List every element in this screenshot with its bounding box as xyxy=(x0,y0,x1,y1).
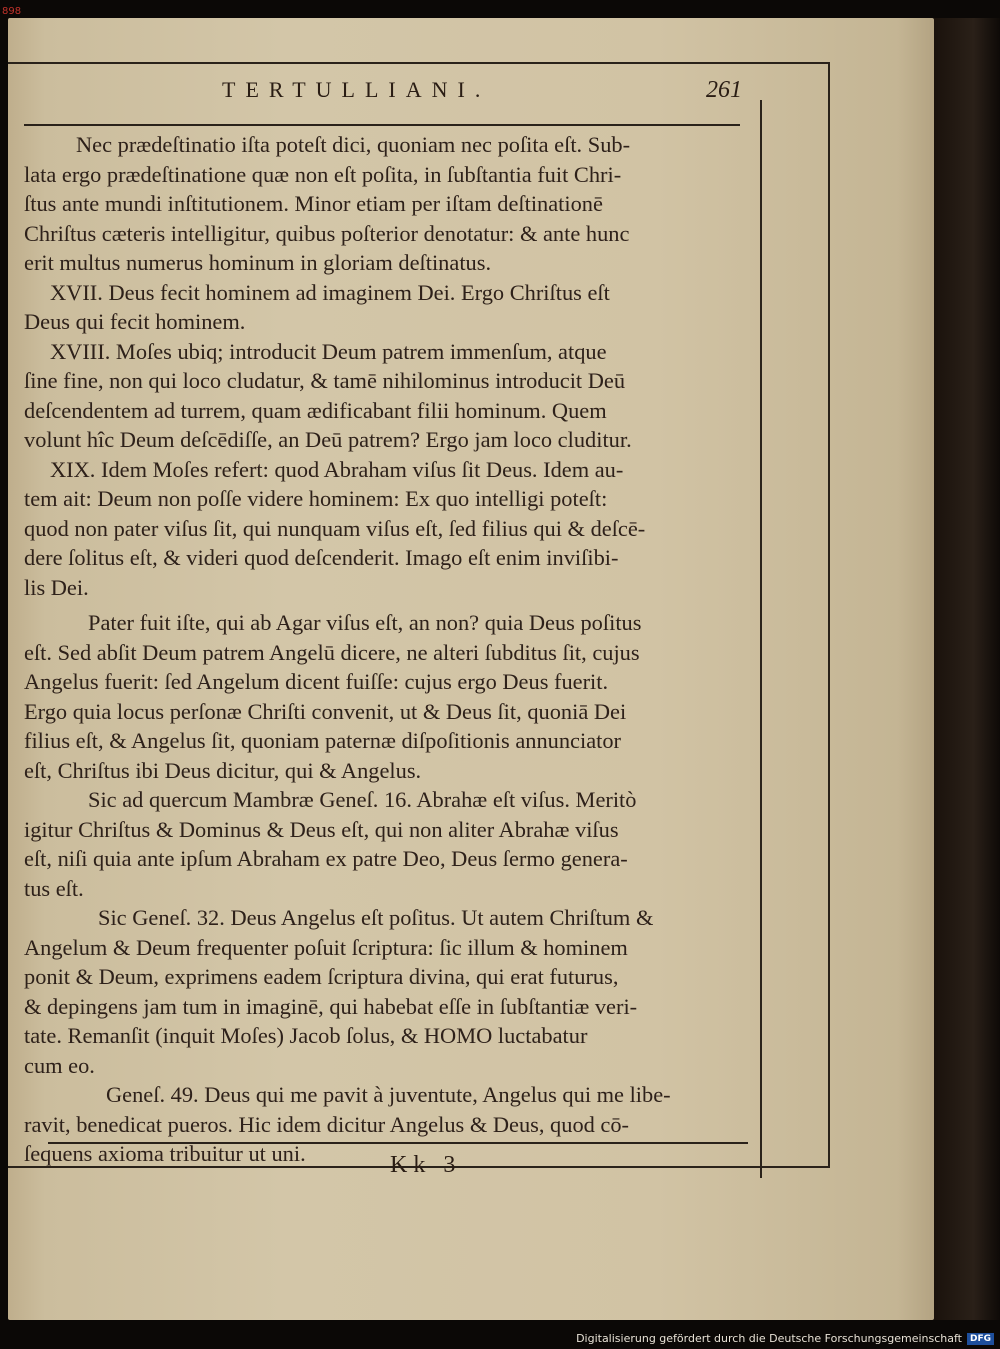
running-head: TERTULLIANI. xyxy=(222,77,491,102)
text-line: Pater fuit iſte, qui ab Agar viſus eſt, an non? quia Deus poſitus xyxy=(88,610,642,635)
text-line: Sic Geneſ. 32. Deus Angelus eſt poſitus. Ut autem Chriſtum & xyxy=(98,905,654,930)
text-line: tus eſt. xyxy=(24,875,84,901)
text-line: XVIII. Moſes ubiq; introducit Deum patrem immenſum, atque xyxy=(50,338,607,364)
text-line: ravit, benedicat pueros. Hic idem dicitur Angelus & Deus, quod cō- xyxy=(24,1111,630,1137)
text-line: Nec prædeſtinatio iſta poteſt dici, quoniam nec poſita eſt. Sub- xyxy=(76,132,631,157)
digitization-credit: Digitalisierung gefördert durch die Deutsche Forschungsgemeinschaft xyxy=(576,1332,962,1345)
dfg-logo: DFG xyxy=(967,1333,994,1345)
text-line: XVII. Deus fecit hominem ad imaginem Dei. Ergo Chriſtus eſt xyxy=(50,279,610,305)
text-line: ſtus ante mundi inſtitutionem. Minor etiam per iſtam deſtinationē xyxy=(24,191,603,216)
text-line: Angelum & Deum frequenter poſuit ſcriptura: ſic illum & hominem xyxy=(24,934,628,960)
scan-id-label: 898 xyxy=(2,6,22,17)
text-line: igitur Chriſtus & Dominus & Deus eſt, qui non aliter Abrahæ viſus xyxy=(24,816,619,842)
text-line: Chriſtus cæteris intelligitur, quibus poſterior denotatur: & ante hunc xyxy=(24,220,630,246)
signature-mark: Kk 3 xyxy=(390,1152,462,1178)
page-header xyxy=(22,72,742,108)
text-line: tem ait: Deum non poſſe videre hominem: Ex quo intelligi poteſt: xyxy=(24,486,608,511)
text-line: filius eſt, & Angelus ſit, quoniam paternæ diſpoſitionis annunciator xyxy=(24,728,622,753)
text-line: eſt, Chriſtus ibi Deus dicitur, qui & Angelus. xyxy=(24,757,422,783)
text-line: Geneſ. 49. Deus qui me pavit à juventute, Angelus qui me libe- xyxy=(106,1082,671,1107)
page-frame-inner-rule xyxy=(760,100,762,1178)
text-line: lis Dei. xyxy=(24,574,89,600)
header-rule xyxy=(24,124,740,126)
text-line: Deus qui fecit hominem. xyxy=(24,309,246,334)
text-line: ponit & Deum, exprimens eadem ſcriptura divina, qui erat futurus, xyxy=(24,964,619,989)
text-line: XIX. Idem Moſes refert: quod Abraham viſus ſit Deus. Idem au- xyxy=(50,456,624,482)
text-line: & depingens jam tum in imaginē, qui habebat eſſe in ſubſtantiæ veri- xyxy=(24,993,638,1019)
text-line: tate. Remanſit (inquit Moſes) Jacob ſolus, & HOMO luctabatur xyxy=(24,1023,588,1048)
text-line: ſequens axioma tribuitur ut uni. xyxy=(24,1141,306,1166)
text-line: erit multus numerus hominum in gloriam deſtinatus. xyxy=(24,250,492,275)
text-line: eſt. Sed abſit Deum patrem Angelū dicere, ne alteri ſubditus ſit, cujus xyxy=(24,639,640,665)
text-line: eſt, niſi quia ante ipſum Abraham ex patre Deo, Deus ſermo genera- xyxy=(24,846,628,871)
text-line: Sic ad quercum Mambræ Geneſ. 16. Abrahæ eſt viſus. Meritò xyxy=(88,787,637,812)
text-line: lata ergo prædeſtinatione quæ non eſt poſita, in ſubſtantia fuit Chri- xyxy=(24,161,622,187)
text-line: dere ſolitus eſt, & videri quod deſcenderit. Imago eſt enim inviſibi- xyxy=(24,545,619,570)
text-line: ſine fine, non qui loco cludatur, & tamē nihilominus introducit Deū xyxy=(24,368,626,393)
footer-rule xyxy=(48,1142,748,1144)
body-text xyxy=(24,130,740,1169)
text-line: volunt hîc Deum deſcēdiſſe, an Deū patrem? Ergo jam loco cluditur. xyxy=(24,427,632,452)
text-line: Ergo quia locus perſonæ Chriſti convenit, ut & Deus ſit, quoniā Dei xyxy=(24,698,627,724)
text-line: deſcendentem ad turrem, quam ædificabant filii hominum. Quem xyxy=(24,397,607,423)
page-number: 261 xyxy=(706,76,742,103)
page-edge-shadow xyxy=(934,18,1000,1320)
text-line: cum eo. xyxy=(24,1052,95,1078)
text-line: Angelus fuerit: ſed Angelum dicent fuiſſe: cujus ergo Deus fuerit. xyxy=(24,669,609,694)
text-line: quod non pater viſus ſit, qui nunquam viſus eſt, ſed filius qui & deſcē- xyxy=(24,515,646,541)
